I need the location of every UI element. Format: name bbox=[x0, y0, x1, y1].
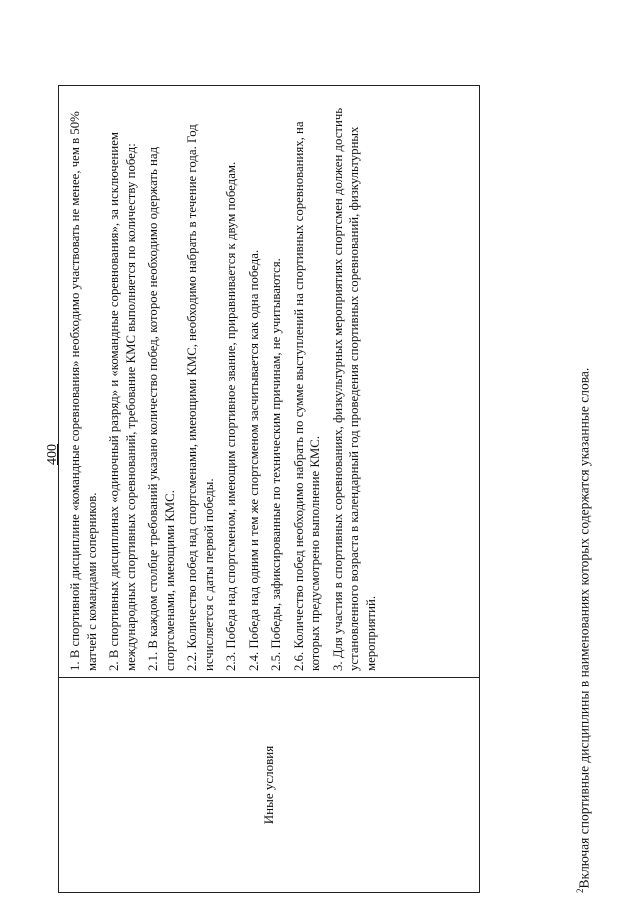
condition-item: 2.4. Победа над одним и тем же спортсменом засчитывается как одна победа. bbox=[246, 249, 261, 671]
footnote bbox=[575, 368, 593, 893]
condition-item: 3. Для участия в спортивных соревнованиях, физкультурных мероприятиях спортсмен должен достичь установленного возраста в календарный год проведения спортивных соревнований, физкультурных мероприятий. bbox=[330, 107, 378, 671]
other-conditions-label: Иные условия bbox=[261, 745, 276, 825]
condition-item: 2.5. Победы, зафиксированные по техническим причинам, не учитываются. bbox=[269, 258, 283, 671]
condition-item: 2.6. Количество побед необходимо набрать по сумме выступлений на спортивных соревнованиях, на которых предусмотрено выполнение КМС. bbox=[291, 121, 322, 671]
footnote-marker: 2 bbox=[575, 888, 585, 893]
condition-item: 2.2. Количество побед над спортсменами, имеющими КМС, необходимо набрать в течение года. Год исчисляется с даты первой победы. bbox=[185, 124, 216, 671]
condition-item: 2.1. В каждом столбце требований указано количество побед, которое необходимо одержать над спортсменами, имеющими КМС. bbox=[146, 146, 177, 671]
footnote-text: Включая спортивные дисциплины в наименованиях которых содержатся указанные слова. bbox=[576, 367, 592, 889]
page-number: 400 bbox=[45, 444, 60, 465]
condition-item: 1. В спортивной дисциплине «командные соревнования» необходимо участвовать не менее, чем в 50% матчей с командами соперников. bbox=[68, 111, 99, 671]
table-conditions-cell bbox=[59, 86, 479, 677]
condition-item: 2.3. Победа над спортсменом, имеющим спортивное звание, приравнивается к двум победам. bbox=[224, 161, 238, 671]
condition-item: 2. В спортивных дисциплинах «одиночный разряд» и «командные соревнования», за исключением международных спортивных соревнований, требование КМС выполняется по количеству побед: bbox=[107, 132, 138, 671]
table-label-cell bbox=[59, 677, 479, 892]
conditions-table bbox=[58, 85, 480, 893]
